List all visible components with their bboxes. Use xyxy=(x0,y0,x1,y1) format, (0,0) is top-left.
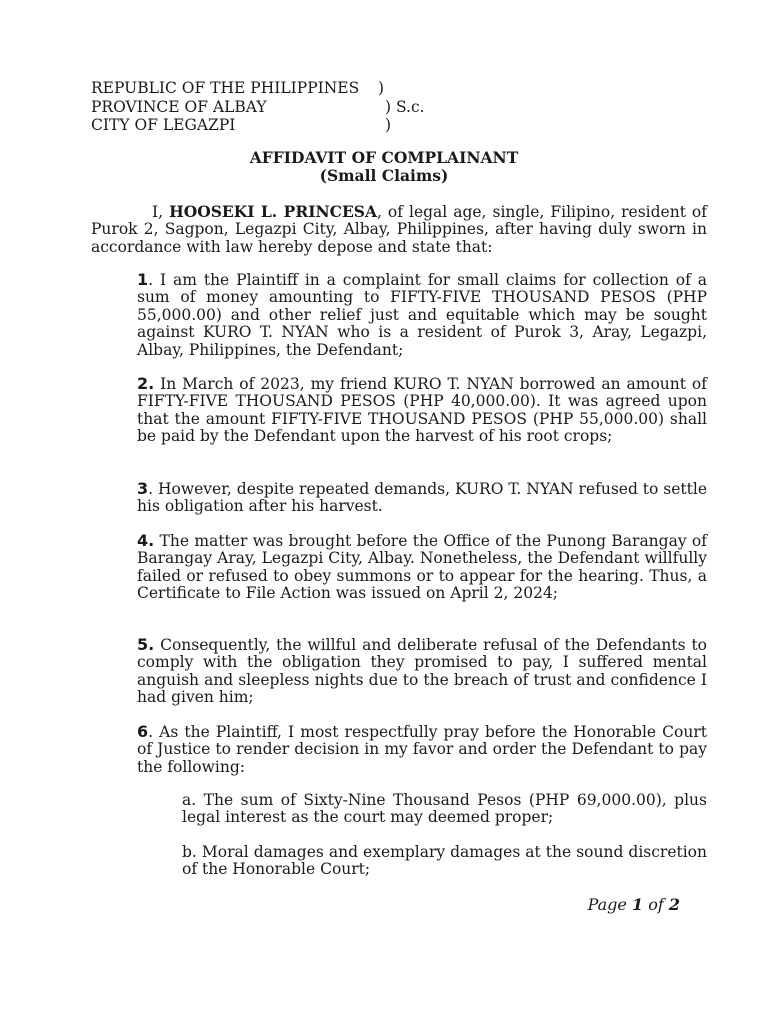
paragraph-number: 1 xyxy=(137,270,149,289)
subitem-text: b. Moral damages and exemplary damages at the sound discretion of the Honorable Court; xyxy=(182,843,707,879)
document-title xyxy=(0,149,768,185)
paragraph-text: . However, despite repeated demands, KURO T. NYAN refused to settle his obligation after his harvest. xyxy=(137,480,708,516)
subitem-text: a. The sum of Sixty-Nine Thousand Pesos (PHP 69,000.00), plus legal interest as the court may deemed proper; xyxy=(182,791,707,827)
venue-paren: ) xyxy=(378,79,385,97)
paragraph-6 xyxy=(137,723,707,776)
paragraph-5 xyxy=(137,636,707,707)
page-number xyxy=(588,896,680,913)
paragraph-number: 4. xyxy=(137,531,155,550)
page-total: 2 xyxy=(668,895,680,914)
paragraph-1 xyxy=(137,271,707,359)
venue-paren-sc: ) S.c. xyxy=(385,97,425,116)
paragraph-4 xyxy=(137,532,707,603)
paragraph-number: 5. xyxy=(137,635,155,654)
intro-text: , of legal age, single, Filipino, resident of Purok 2, Sagpon, Legazpi City, Albay, Philippines, after having duly sworn in accordance with law hereby depose and state that: xyxy=(91,203,707,256)
paragraph-number: 3 xyxy=(137,479,149,498)
paragraph-text: The matter was brought before the Office of the Punong Barangay of Barangay Aray, Legazpi City, Albay. Nonetheless, the Defendant willfully failed or refused to obey summons or to appear for the hearing. Thus, a Certificate to File Action was issued on April 2, 2024; xyxy=(137,532,707,603)
subitem-b xyxy=(182,844,707,879)
complainant-name: HOOSEKI L. PRINCESA xyxy=(169,202,377,221)
page-word: Page xyxy=(587,895,627,914)
paragraph-2 xyxy=(137,375,707,446)
paragraph-text: . I am the Plaintiff in a complaint for small claims for collection of a sum of money amounting to FIFTY-FIVE THOUSAND PESOS (PHP 55,000.00) and other relief just and equitable which may be sought against KURO T. NYAN who is a resident of Purok 3, Aray, Legazpi, Albay, Philippines, the Defendant; xyxy=(137,271,707,359)
title-main: AFFIDAVIT OF COMPLAINANT xyxy=(249,148,519,167)
paragraph-number: 2. xyxy=(137,374,155,393)
venue-label: REPUBLIC OF THE PHILIPPINES xyxy=(91,79,360,97)
paragraph-text: In March of 2023, my friend KURO T. NYAN borrowed an amount of FIFTY-FIVE THOUSAND PESOS (PHP 40,000.00). It was agreed upon that the amount FIFTY-FIVE THOUSAND PESOS (PHP 55,000.00) shall be paid by the Defendant upon the harvest of his root crops; xyxy=(137,375,707,446)
subitem-a xyxy=(182,792,707,827)
page-current: 1 xyxy=(631,895,644,914)
venue-paren: ) xyxy=(385,116,392,135)
paragraph-text: Consequently, the willful and deliberate refusal of the Defendants to comply with the obligation they promised to pay, I suffered mental anguish and sleepless nights due to the breach of trust and confidence I had given him; xyxy=(137,636,707,707)
venue-label: PROVINCE OF ALBAY xyxy=(91,97,267,116)
paragraph-3 xyxy=(137,480,707,516)
intro-prefix: I, xyxy=(152,203,170,221)
page-of-word: of xyxy=(648,895,664,914)
title-sub: (Small Claims) xyxy=(319,166,449,185)
paragraph-text: . As the Plaintiff, I most respectfully pray before the Honorable Court of Justice to render decision in my favor and order the Defendant to pay the following: xyxy=(137,723,707,776)
venue-label: CITY OF LEGAZPI xyxy=(91,116,236,135)
paragraph-number: 6 xyxy=(137,722,149,741)
intro-paragraph xyxy=(91,203,707,256)
